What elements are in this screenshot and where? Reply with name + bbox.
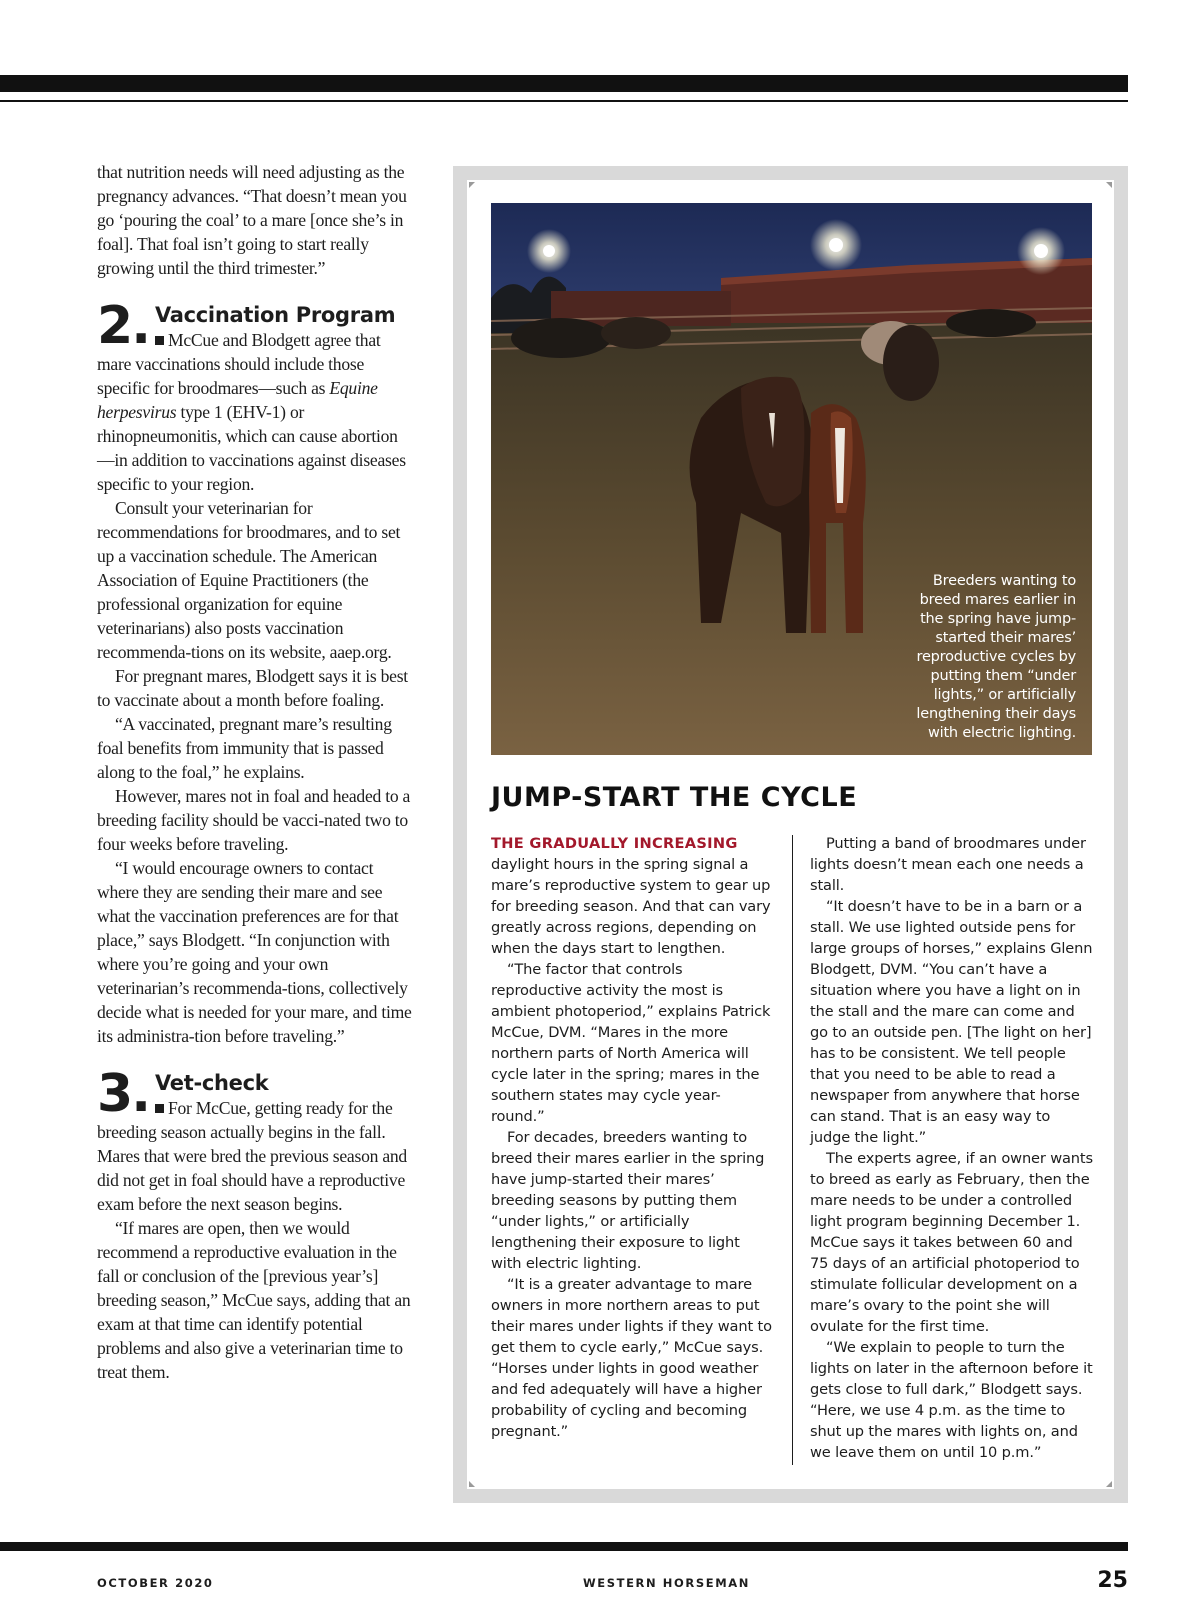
body-paragraph: For pregnant mares, Blodgett says it is best to vaccinate about a month before foaling.: [97, 666, 408, 710]
header-rule-thin: [0, 100, 1128, 102]
corner-mark-icon: [469, 182, 475, 188]
body-paragraph: McCue and Blodgett agree that mare vaccinations should include those specific for broodmares—such as Equine herpesvirus type 1 (EHV-1) or rhinopneumonitis, which can cause abortion—in addition to vaccinations against diseases specific to your region.: [97, 330, 406, 494]
body-paragraph: Consult your veterinarian for recommendations for broodmares, and to set up a vaccination schedule. The American Association of Equine Practitioners (the professional organization for equine veterinarians) also posts vaccination recommenda-tions on its website, aaep.org.: [97, 498, 401, 662]
sidebar-paragraph: “We explain to people to turn the lights on later in the afternoon before it gets close to full dark,” Blodgett says. “Here, we use 4 p.m. as the time to shut up the mares with lights on, and we leave them on until 10 p.m.”: [810, 1339, 1093, 1461]
body-paragraph: “If mares are open, then we would recommend a reproductive evaluation in the fall or conclusion of the [previous year’s] breeding season,” McCue says, adding that an exam at that time can identify potential problems and also give a veterinarian time to treat them.: [97, 1218, 411, 1382]
sidebar-column-1: [491, 833, 774, 1442]
horses-photo: [491, 203, 1092, 755]
sidebar-paragraph: “The factor that controls reproductive activity the most is ambient photoperiod,” explains Patrick McCue, DVM. “Mares in the more northern parts of North America will cycle later in the spring; mares in the southern states may cycle year-round.”: [491, 961, 771, 1125]
footer-magazine-name: WESTERN HORSEMAN: [583, 1576, 750, 1590]
sidebar-paragraph: THE GRADUALLY INCREASING daylight hours in the spring signal a mare’s reproductive system to gear up for breeding season. And that can vary greatly across regions, depending on when the days start to lengthen.: [491, 835, 771, 957]
page-number: 25: [1097, 1568, 1128, 1593]
sidebar-paragraph: “It is a greater advantage to mare owners in more northern areas to put their mares under lights if they want to get them to cycle early,” McCue says. “Horses under lights in good weather and fed adequately will have a higher probability of cycling and becoming pregnant.”: [491, 1276, 772, 1440]
footer-date: OCTOBER 2020: [97, 1576, 214, 1590]
corner-mark-icon: [1106, 182, 1112, 188]
column-divider: [792, 835, 793, 1465]
body-paragraph: “A vaccinated, pregnant mare’s resulting foal benefits from immunity that is passed along to the foal,” he explains.: [97, 714, 392, 782]
article-left-column: [97, 160, 415, 1384]
sidebar-paragraph: The experts agree, if an owner wants to breed as early as February, then the mare needs to be under a controlled light program beginning December 1. McCue says it takes between 60 and 75 days of an artificial photoperiod to stimulate follicular development on a mare’s ovary to the point she will ovulate for the first time.: [810, 1150, 1093, 1335]
corner-mark-icon: [469, 1481, 475, 1487]
section-number: 2.: [97, 296, 149, 356]
footer-rule: [0, 1542, 1128, 1551]
section-vet-check: [97, 1064, 415, 1384]
sidebar-paragraph: Putting a band of broodmares under lights doesn’t mean each one needs a stall.: [810, 835, 1086, 894]
section-vaccination: [97, 296, 415, 1048]
sidebar-heading: JUMP-START THE CYCLE: [491, 782, 858, 813]
sidebar-paragraph: For decades, breeders wanting to breed their mares earlier in the spring have jump-started their mares’ breeding seasons by putting them “under lights,” or artificially lengthening their exposure to light with electric lighting.: [491, 1129, 765, 1272]
corner-mark-icon: [1106, 1481, 1112, 1487]
body-paragraph: However, mares not in foal and headed to a breeding facility should be vacci-nated two to four weeks before traveling.: [97, 786, 411, 854]
lead-in-text: THE GRADUALLY INCREASING: [491, 835, 738, 852]
body-paragraph: “I would encourage owners to contact where they are sending their mare and see what the vaccination preferences are for that place,” says Blodgett. “In conjunction with where you’re going and your own veterinarian’s recommenda-tions, collectively decide what is needed for your mare, and time its administra-tion before traveling.”: [97, 858, 412, 1046]
photo-caption: Breeders wanting to breed mares earlier in the spring have jump-started their mares’ reproductive cycles by putting them “under lights,” or artificially lengthening their days with electric lighting.: [916, 573, 1076, 741]
sidebar-column-2: [810, 833, 1093, 1463]
header-rule-thick: [0, 75, 1128, 92]
section-number: 3.: [97, 1064, 149, 1124]
section-heading: Vet-check: [154, 1071, 269, 1095]
square-bullet-icon: [155, 336, 164, 345]
intro-paragraph: that nutrition needs will need adjusting as the pregnancy advances. “That doesn’t mean you go ‘pouring the coal’ to a mare [once she’s in foal]. That foal isn’t going to start really growing until the third trimester.”: [97, 162, 407, 278]
square-bullet-icon: [155, 1104, 164, 1113]
body-paragraph: For McCue, getting ready for the breeding season actually begins in the fall. Mares that were bred the previous season and did not get in foal should have a reproductive exam before the next season begins.: [97, 1098, 407, 1214]
sidebar-paragraph: “It doesn’t have to be in a barn or a stall. We use lighted outside pens for large groups of horses,” explains Glenn Blodgett, DVM. “You can’t have a situation where you have a light on in the stall and the mare can come and go to an outside pen. [The light on her] has to be consistent. We tell people that you need to be able to read a newspaper from anywhere that horse can stand. That is an easy way to judge the light.”: [810, 898, 1093, 1146]
section-heading: Vaccination Program: [154, 303, 396, 327]
